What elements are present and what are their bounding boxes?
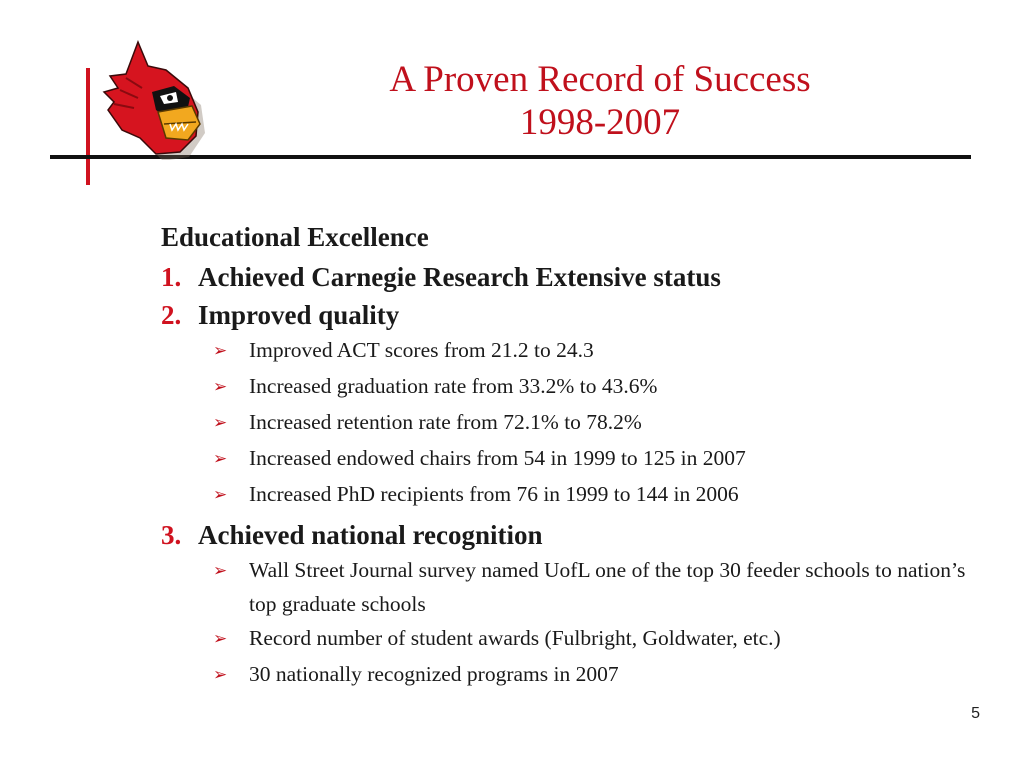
bullet-text: Improved ACT scores from 21.2 to 24.3 [249,338,594,362]
title-line-2: 1998-2007 [519,102,681,143]
bullet-text: Increased graduation rate from 33.2% to 43.6% [249,374,658,398]
arrow-bullet-icon: ➢ [213,665,228,685]
title-line-1: A Proven Record of Success [389,59,811,100]
arrow-bullet-icon: ➢ [213,449,228,469]
red-vertical-rule [86,68,90,185]
cardinal-logo-icon [100,40,210,160]
numbered-item-2 [161,299,981,331]
arrow-bullet-icon: ➢ [213,341,228,361]
bullet-item [213,333,973,369]
bullet-item [213,657,973,693]
bullet-item [213,441,973,477]
bullet-item [213,553,973,621]
page-number: 5 [971,705,980,722]
arrow-bullet-icon: ➢ [213,629,228,649]
slide-body [161,221,981,693]
item-number: 3. [161,520,182,550]
item-text: Achieved national recognition [198,520,543,550]
arrow-bullet-icon: ➢ [213,413,228,433]
item-number: 1. [161,262,182,292]
bullet-item [213,405,973,441]
item-text: Achieved Carnegie Research Extensive status [198,262,721,292]
bullet-list-3 [161,553,981,693]
bullet-item [213,621,973,657]
bullet-item [213,477,973,513]
arrow-bullet-icon: ➢ [213,377,228,397]
bullet-text: Increased endowed chairs from 54 in 1999 to 125 in 2007 [249,446,746,470]
slide-title [300,58,900,144]
item-text: Improved quality [198,300,400,330]
bullet-text: Record number of student awards (Fulbright, Goldwater, etc.) [249,626,781,650]
bullet-text: Wall Street Journal survey named UofL one of the top 30 feeder schools to nation’s top graduate schools [249,558,966,616]
bullet-text: 30 nationally recognized programs in 2007 [249,662,619,686]
arrow-bullet-icon: ➢ [213,561,228,581]
bullet-text: Increased retention rate from 72.1% to 78.2% [249,410,642,434]
arrow-bullet-icon: ➢ [213,485,228,505]
bullet-list-2 [161,333,981,513]
numbered-item-1 [161,261,981,293]
bullet-text: Increased PhD recipients from 76 in 1999 to 144 in 2006 [249,482,739,506]
bullet-item [213,369,973,405]
item-number: 2. [161,300,182,330]
section-heading: Educational Excellence [161,222,429,252]
numbered-item-3 [161,519,981,551]
